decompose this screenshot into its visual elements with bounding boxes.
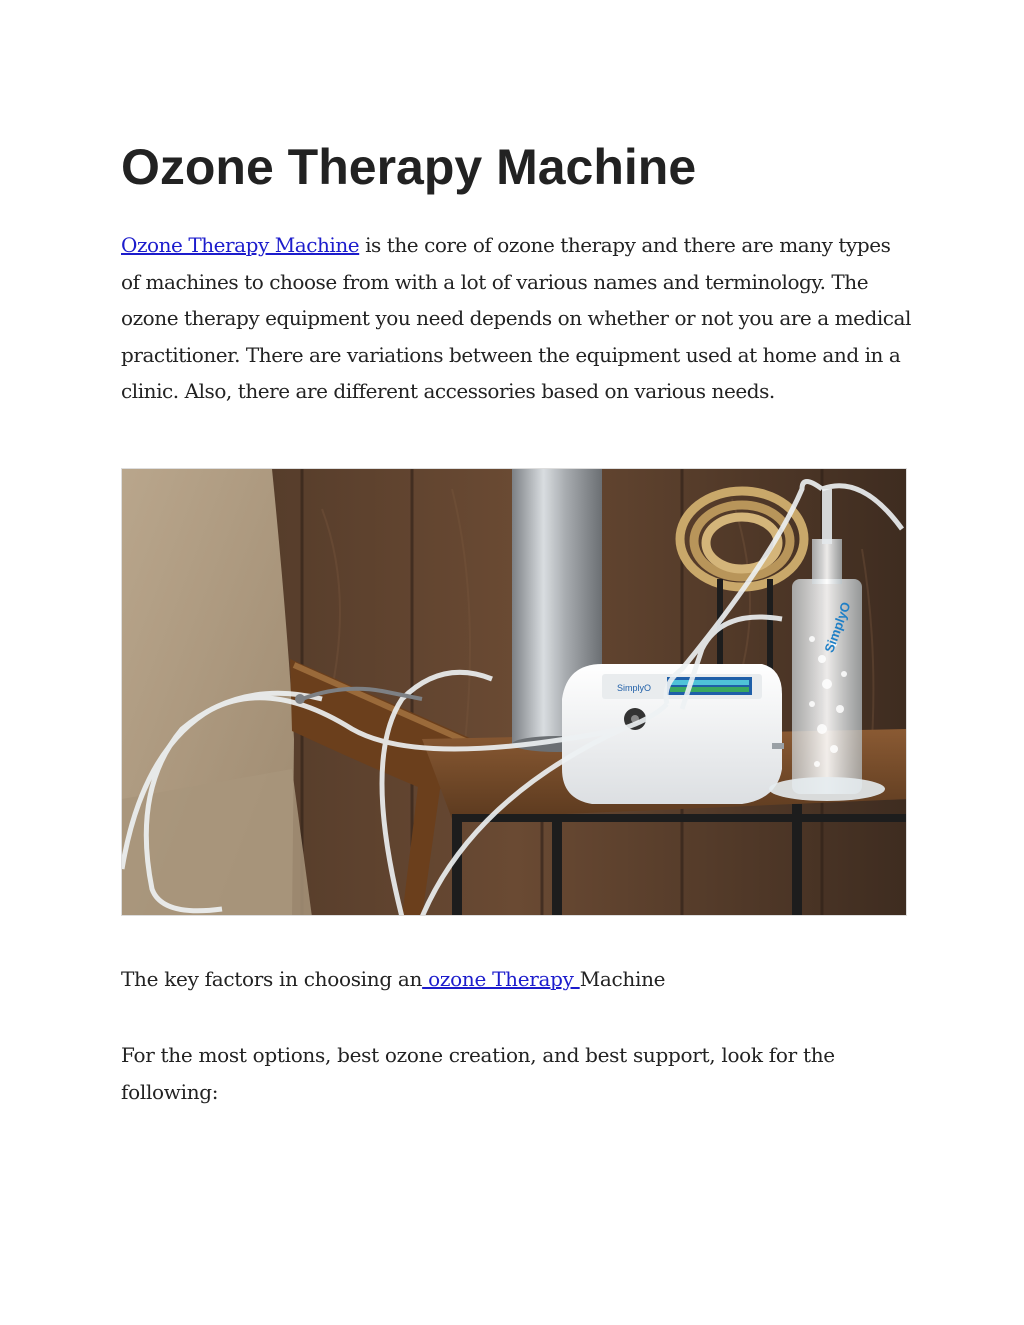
device-display — [667, 677, 752, 695]
ozone-machine-photo — [121, 468, 907, 916]
page-title: Ozone Therapy Machine — [121, 139, 697, 195]
key-factors-text: The key factors in choosing an — [121, 967, 423, 991]
bottle-brand-label: SimplyO — [821, 599, 854, 655]
options-paragraph: For the most options, best ozone creation, and best support, look for the following: — [121, 1043, 835, 1104]
intro-paragraph — [121, 227, 911, 410]
intro-text: is the core of ozone therapy and there are many types of machines to choose from with a lot of various names and terminology. The ozone therapy equipment you need depends on whether or not you are a medical practitioner. There are variations between the equipment used at home and in a clinic. Also, there are different accessories based on various needs. — [121, 233, 911, 403]
device-brand-label: SimplyO — [617, 683, 652, 693]
ozone-therapy-link[interactable]: ozone Therapy — [422, 967, 580, 991]
ozone-therapy-machine-link[interactable]: Ozone Therapy Machine — [121, 233, 360, 257]
key-factors-machine-text: Machine — [579, 967, 666, 991]
key-factors-paragraph — [121, 961, 911, 998]
